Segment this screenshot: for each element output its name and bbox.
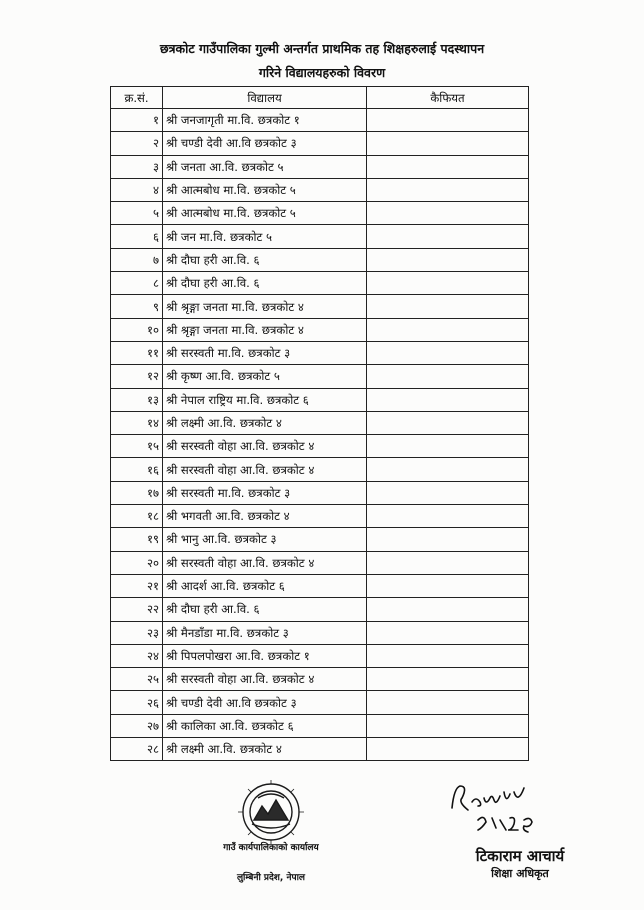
row-remarks [367, 481, 529, 504]
row-serial-number: १८ [111, 505, 163, 528]
row-school-name: श्री भानु आ.वि. छत्रकोट ३ [163, 528, 367, 551]
row-serial-number: ५ [111, 202, 163, 225]
row-school-name: श्री सरस्वती वोहा आ.वि. छत्रकोट ४ [163, 551, 367, 574]
table-row [111, 621, 529, 644]
header-serial-number: क्र.सं. [111, 87, 163, 109]
row-serial-number: १४ [111, 411, 163, 434]
table-row [111, 644, 529, 667]
table-row [111, 202, 529, 225]
table-row [111, 598, 529, 621]
row-school-name: श्री कालिका आ.वि. छत्रकोट ६ [163, 714, 367, 737]
row-remarks [367, 411, 529, 434]
row-school-name: श्री कृष्ण आ.वि. छत्रकोट ५ [163, 365, 367, 388]
row-remarks [367, 318, 529, 341]
row-remarks [367, 458, 529, 481]
row-school-name: श्री सरस्वती वोहा आ.वि. छत्रकोट ४ [163, 458, 367, 481]
table-row [111, 435, 529, 458]
row-school-name: श्री जन मा.वि. छत्रकोट ५ [163, 225, 367, 248]
row-school-name: श्री चण्डी देवी आ.वि छत्रकोट ३ [163, 132, 367, 155]
row-school-name: श्री दौघा हरी आ.वि. ६ [163, 598, 367, 621]
row-remarks [367, 528, 529, 551]
school-list-table [110, 86, 529, 761]
table-row [111, 458, 529, 481]
row-remarks [367, 598, 529, 621]
handwritten-signature [438, 778, 578, 848]
row-serial-number: ८ [111, 272, 163, 295]
table-row [111, 155, 529, 178]
row-serial-number: ९ [111, 295, 163, 318]
table-row [111, 388, 529, 411]
row-school-name: श्री सरस्वती वोहा आ.वि. छत्रकोट ४ [163, 668, 367, 691]
row-remarks [367, 248, 529, 271]
row-school-name: श्री आत्मबोध मा.वि. छत्रकोट ५ [163, 178, 367, 201]
row-serial-number: २ [111, 132, 163, 155]
row-school-name: श्री चण्डी देवी आ.वि छत्रकोट ३ [163, 691, 367, 714]
table-row [111, 272, 529, 295]
row-remarks [367, 714, 529, 737]
row-serial-number: २३ [111, 621, 163, 644]
row-remarks [367, 388, 529, 411]
row-serial-number: १० [111, 318, 163, 341]
table-row [111, 668, 529, 691]
row-remarks [367, 109, 529, 132]
row-serial-number: ७ [111, 248, 163, 271]
row-remarks [367, 435, 529, 458]
table-row [111, 295, 529, 318]
row-serial-number: ३ [111, 155, 163, 178]
row-school-name: श्री पिपलपोखरा आ.वि. छत्रकोट १ [163, 644, 367, 667]
row-serial-number: १९ [111, 528, 163, 551]
table-row [111, 551, 529, 574]
row-school-name: श्री जनता आ.वि. छत्रकोट ५ [163, 155, 367, 178]
row-remarks [367, 505, 529, 528]
row-school-name: श्री श्रृङ्गा जनता मा.वि. छत्रकोट ४ [163, 295, 367, 318]
row-serial-number: १६ [111, 458, 163, 481]
row-serial-number: २० [111, 551, 163, 574]
seal-office-label: गाउँ कार्यपालिकाको कार्यालय [223, 843, 319, 853]
row-serial-number: १२ [111, 365, 163, 388]
row-serial-number: ४ [111, 178, 163, 201]
row-remarks [367, 202, 529, 225]
row-serial-number: २६ [111, 691, 163, 714]
row-school-name: श्री लक्ष्मी आ.वि. छत्रकोट ४ [163, 738, 367, 761]
row-school-name: श्री सरस्वती मा.वि. छत्रकोट ३ [163, 341, 367, 364]
table-row [111, 691, 529, 714]
row-serial-number: ११ [111, 341, 163, 364]
signer-name: टिकाराम आचार्य [475, 847, 565, 865]
row-school-name: श्री दौघा हरी आ.वि. ६ [163, 272, 367, 295]
row-remarks [367, 738, 529, 761]
row-remarks [367, 574, 529, 597]
table-row [111, 574, 529, 597]
row-remarks [367, 668, 529, 691]
row-remarks [367, 365, 529, 388]
row-serial-number: २१ [111, 574, 163, 597]
row-remarks [367, 295, 529, 318]
row-serial-number: २७ [111, 714, 163, 737]
row-school-name: श्री भगवती आ.वि. छत्रकोट ४ [163, 505, 367, 528]
table-row [111, 365, 529, 388]
row-serial-number: १३ [111, 388, 163, 411]
table-row [111, 528, 529, 551]
row-school-name: श्री नेपाल राष्ट्रिय मा.वि. छत्रकोट ६ [163, 388, 367, 411]
row-remarks [367, 341, 529, 364]
row-school-name: श्री आदर्श आ.वि. छत्रकोट ६ [163, 574, 367, 597]
row-remarks [367, 178, 529, 201]
row-remarks [367, 272, 529, 295]
row-remarks [367, 691, 529, 714]
header-school: विद्यालय [163, 87, 367, 109]
row-remarks [367, 225, 529, 248]
row-school-name: श्री लक्ष्मी आ.वि. छत्रकोट ४ [163, 411, 367, 434]
table-row [111, 132, 529, 155]
table-row [111, 109, 529, 132]
table-row [111, 411, 529, 434]
table-row [111, 248, 529, 271]
seal-province-label: लुम्बिनी प्रदेश, नेपाल [236, 873, 306, 883]
row-school-name: श्री सरस्वती वोहा आ.वि. छत्रकोट ४ [163, 435, 367, 458]
row-serial-number: १७ [111, 481, 163, 504]
row-school-name: श्री जनजागृती मा.वि. छत्रकोट १ [163, 109, 367, 132]
row-serial-number: २८ [111, 738, 163, 761]
table-row [111, 341, 529, 364]
row-remarks [367, 551, 529, 574]
row-remarks [367, 644, 529, 667]
document-title-line-1: छत्रकोट गाउँपालिका गुल्मी अन्तर्गत प्राथमिक तह शिक्षहरुलाई पदस्थापन [159, 41, 485, 56]
table-row [111, 505, 529, 528]
row-school-name: श्री दौघा हरी आ.वि. ६ [163, 248, 367, 271]
row-school-name: श्री श्रृङ्गा जनता मा.वि. छत्रकोट ४ [163, 318, 367, 341]
row-remarks [367, 621, 529, 644]
header-remarks: कैफियत [367, 87, 529, 109]
row-serial-number: १ [111, 109, 163, 132]
row-remarks [367, 155, 529, 178]
row-serial-number: २४ [111, 644, 163, 667]
row-school-name: श्री मैनडाँडा मा.वि. छत्रकोट ३ [163, 621, 367, 644]
table-header-row [111, 87, 529, 109]
row-serial-number: १५ [111, 435, 163, 458]
row-remarks [367, 132, 529, 155]
table-row [111, 481, 529, 504]
table-row [111, 714, 529, 737]
row-school-name: श्री सरस्वती मा.वि. छत्रकोट ३ [163, 481, 367, 504]
table-row [111, 178, 529, 201]
row-serial-number: २५ [111, 668, 163, 691]
table-row [111, 225, 529, 248]
table-row [111, 318, 529, 341]
table-row [111, 738, 529, 761]
document-title-line-2: गरिने विद्यालयहरुको विवरण [258, 65, 386, 80]
signer-role: शिक्षा अधिकृत [491, 867, 549, 880]
row-school-name: श्री आत्मबोध मा.वि. छत्रकोट ५ [163, 202, 367, 225]
row-serial-number: २२ [111, 598, 163, 621]
row-serial-number: ६ [111, 225, 163, 248]
